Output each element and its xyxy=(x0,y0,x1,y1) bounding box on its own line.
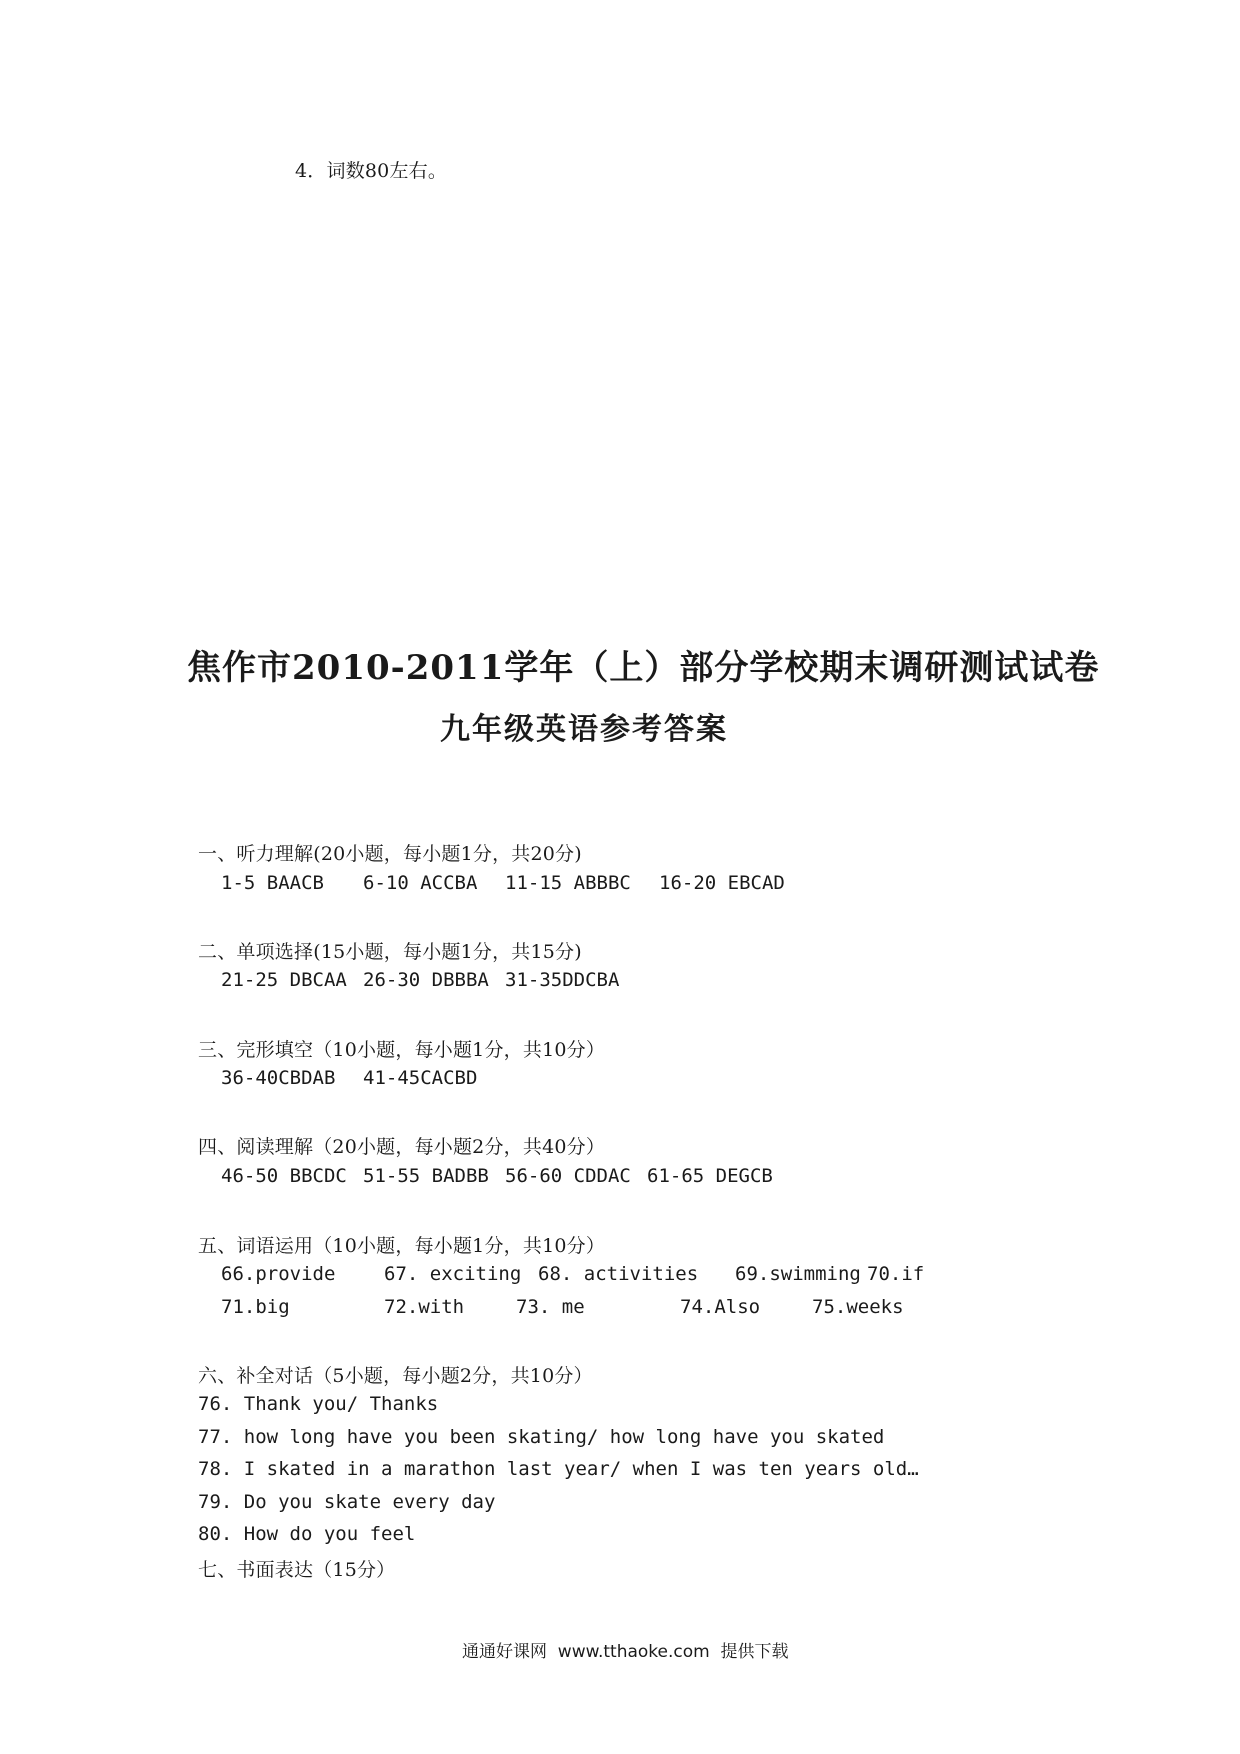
answer-word: 68. activities xyxy=(538,1263,699,1285)
answer-group: 16-20 EBCAD xyxy=(659,872,785,894)
answer-word: 69.swimming xyxy=(735,1263,861,1285)
section-3-heading: 三、完形填空（10小题，每小题1分，共10分） xyxy=(198,1039,606,1061)
dialogue-answer: 76. Thank you/ Thanks xyxy=(198,1393,439,1415)
answer-group: 26-30 DBBBA xyxy=(363,969,489,991)
answer-group: 46-50 BBCDC xyxy=(221,1165,347,1187)
dialogue-answer: 78. I skated in a marathon last year/ when I was ten years old… xyxy=(198,1458,919,1480)
dialogue-answer: 79. Do you skate every day xyxy=(198,1491,496,1513)
section-2-heading: 二、单项选择(15小题，每小题1分，共15分) xyxy=(198,941,582,963)
answer-group: 61-65 DEGCB xyxy=(647,1165,773,1187)
dialogue-answer: 77. how long have you been skating/ how long have you skated xyxy=(198,1426,885,1448)
answer-word: 75.weeks xyxy=(812,1296,904,1318)
answer-group: 56-60 CDDAC xyxy=(505,1165,631,1187)
section-4-heading: 四、阅读理解（20小题，每小题2分，共40分） xyxy=(198,1136,606,1158)
answer-word: 72.with xyxy=(384,1296,465,1318)
page-footer: 通通好课网 www.tthaoke.com 提供下载 xyxy=(462,1642,789,1662)
answer-group: 11-15 ABBBC xyxy=(505,872,631,894)
section-5-heading: 五、词语运用（10小题，每小题1分，共10分） xyxy=(198,1235,606,1257)
answer-word: 67. exciting xyxy=(384,1263,522,1285)
answer-group: 51-55 BADBB xyxy=(363,1165,489,1187)
answer-group: 31-35DDCBA xyxy=(505,969,620,991)
answer-group: 1-5 BAACB xyxy=(221,872,324,894)
answer-group: 36-40CBDAB xyxy=(221,1067,336,1089)
answer-word: 74.Also xyxy=(680,1296,761,1318)
answer-word: 70.if xyxy=(867,1263,925,1285)
answer-word: 73. me xyxy=(516,1296,585,1318)
answer-word: 71.big xyxy=(221,1296,290,1318)
dialogue-answer: 80. How do you feel xyxy=(198,1523,416,1545)
answer-group: 41-45CACBD xyxy=(363,1067,478,1089)
section-7-heading: 七、书面表达（15分） xyxy=(198,1559,396,1581)
page-title: 焦作市2010-2011学年（上）部分学校期末调研测试试卷 xyxy=(187,648,1100,688)
answer-group: 6-10 ACCBA xyxy=(363,872,478,894)
answer-word: 66.provide xyxy=(221,1263,336,1285)
answer-group: 21-25 DBCAA xyxy=(221,969,347,991)
page-subtitle: 九年级英语参考答案 xyxy=(440,712,728,747)
section-1-heading: 一、听力理解(20小题，每小题1分，共20分) xyxy=(198,843,582,865)
section-6-heading: 六、补全对话（5小题，每小题2分，共10分） xyxy=(198,1365,593,1387)
top-note: 4．词数80左右。 xyxy=(295,160,448,182)
